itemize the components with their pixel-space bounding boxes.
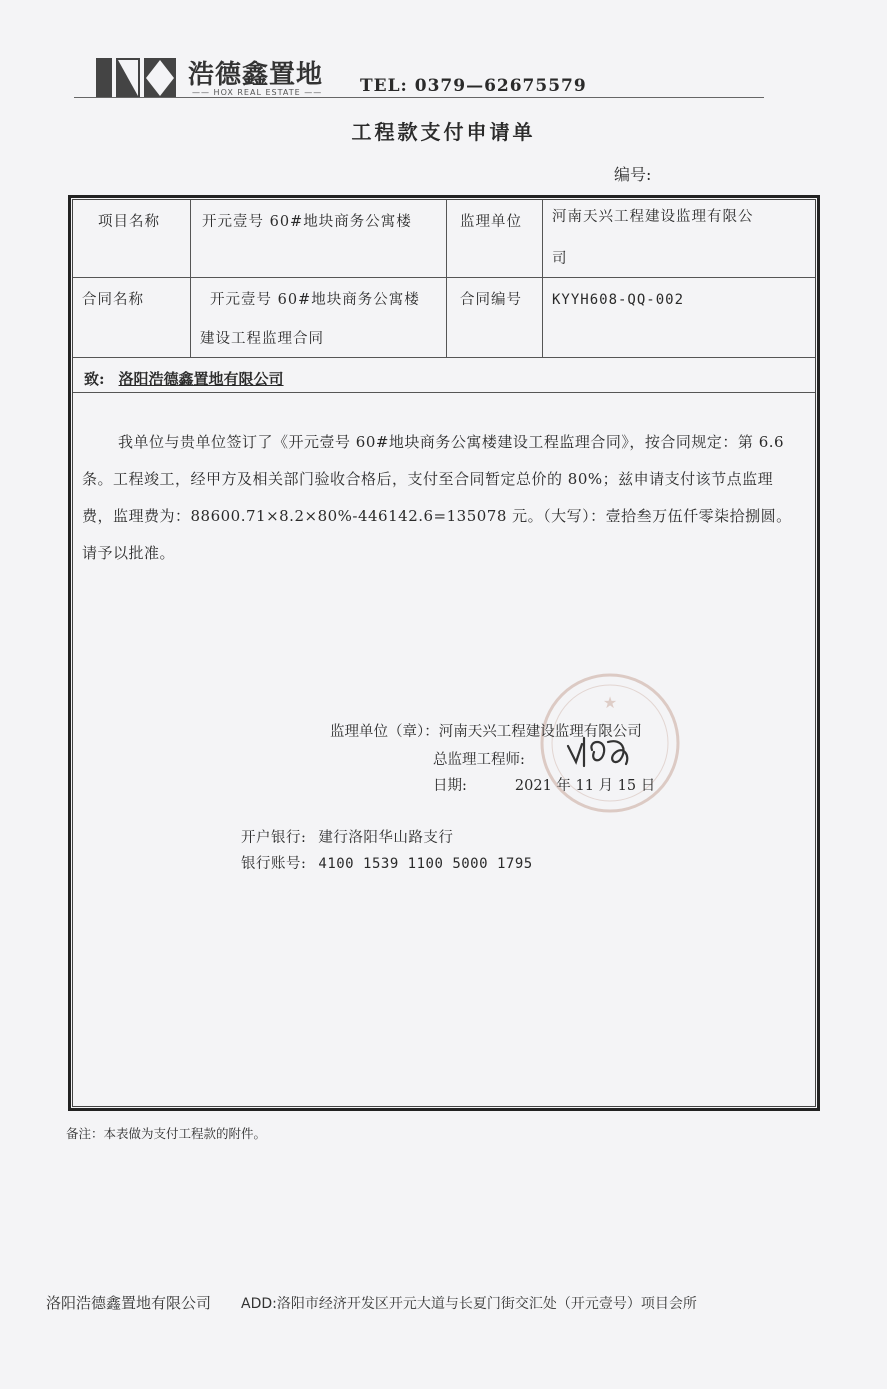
contract-no-label: 合同编号 [460, 292, 522, 308]
telephone: TEL: 0379—62675579 [360, 76, 587, 96]
contract-name-line2: 建设工程监理合同 [200, 331, 324, 347]
bank-value: 建行洛阳华山路支行 [318, 830, 454, 846]
serial-number-label: 编号: [614, 165, 652, 184]
supervisor-unit-value: 河南天兴工程建设监理有限公司 [438, 724, 642, 740]
form-title: 工程款支付申请单 [351, 120, 536, 144]
chief-engineer-line [433, 748, 525, 769]
supervisor-unit-label: 监理单位（章）： [330, 724, 439, 740]
table-col-divider [446, 200, 447, 357]
date-line [433, 774, 655, 795]
chief-engineer-label: 总监理工程师: [433, 752, 525, 768]
footer-company: 洛阳浩德鑫置地有限公司 [46, 1294, 212, 1312]
account-line [241, 852, 533, 873]
contract-name-line1: 开元壹号 60#地块商务公寓楼 [210, 292, 420, 308]
svg-text:★: ★ [602, 693, 618, 712]
supervisor-value-line1: 河南天兴工程建设监理有限公 [552, 209, 754, 225]
project-name-value: 开元壹号 60#地块商务公寓楼 [202, 214, 412, 230]
header-divider [74, 97, 764, 98]
application-body: 我单位与贵单位签订了《开元壹号 60#地块商务公寓楼建设工程监理合同》，按合同规定：第 6.6 条。工程竣工，经甲方及相关部门验收合格后，支付至合同暂定总价的 80%；兹申请支付该节点监理费，监理费为：88600.71×8.2×80%-446142.6=135078 元。（大写）：壹拾叁万伍仟零柒拾捌圆。请予以批准。 [82, 433, 792, 562]
account-label: 银行账号: [241, 856, 307, 872]
project-name-label: 项目名称 [98, 214, 160, 230]
contract-no-value: KYYH608-QQ-002 [552, 292, 685, 308]
supervisor-value-line2: 司 [552, 251, 568, 267]
handwritten-signature-icon [562, 732, 634, 772]
supervisor-label: 监理单位 [460, 214, 522, 230]
addressee-prefix: 致: [84, 370, 105, 388]
date-label: 日期: [433, 778, 467, 794]
addressee-divider [73, 392, 815, 393]
addressee-company: 洛阳浩德鑫置地有限公司 [118, 370, 284, 388]
footer [46, 1292, 697, 1313]
bank-line [241, 826, 453, 847]
addressee [84, 368, 284, 389]
date-value: 2021 年 11 月 15 日 [514, 778, 656, 794]
company-name-en: —— HOX REAL ESTATE —— [192, 88, 323, 97]
contract-name-label: 合同名称 [82, 292, 144, 308]
table-row-divider [73, 277, 815, 278]
table-row-divider [73, 357, 815, 358]
company-logo-icon [96, 58, 176, 98]
account-value: 4100 1539 1100 5000 1795 [318, 856, 533, 872]
form-frame-inner [72, 199, 816, 1107]
remark: 备注：本表做为支付工程款的附件。 [66, 1126, 267, 1141]
bank-label: 开户银行: [241, 830, 307, 846]
footer-address: ADD:洛阳市经济开发区开元大道与长夏门街交汇处（开元壹号）项目会所 [241, 1296, 697, 1312]
company-name: 浩德鑫置地 [188, 60, 324, 90]
table-col-divider [190, 200, 191, 357]
table-col-divider [542, 200, 543, 357]
